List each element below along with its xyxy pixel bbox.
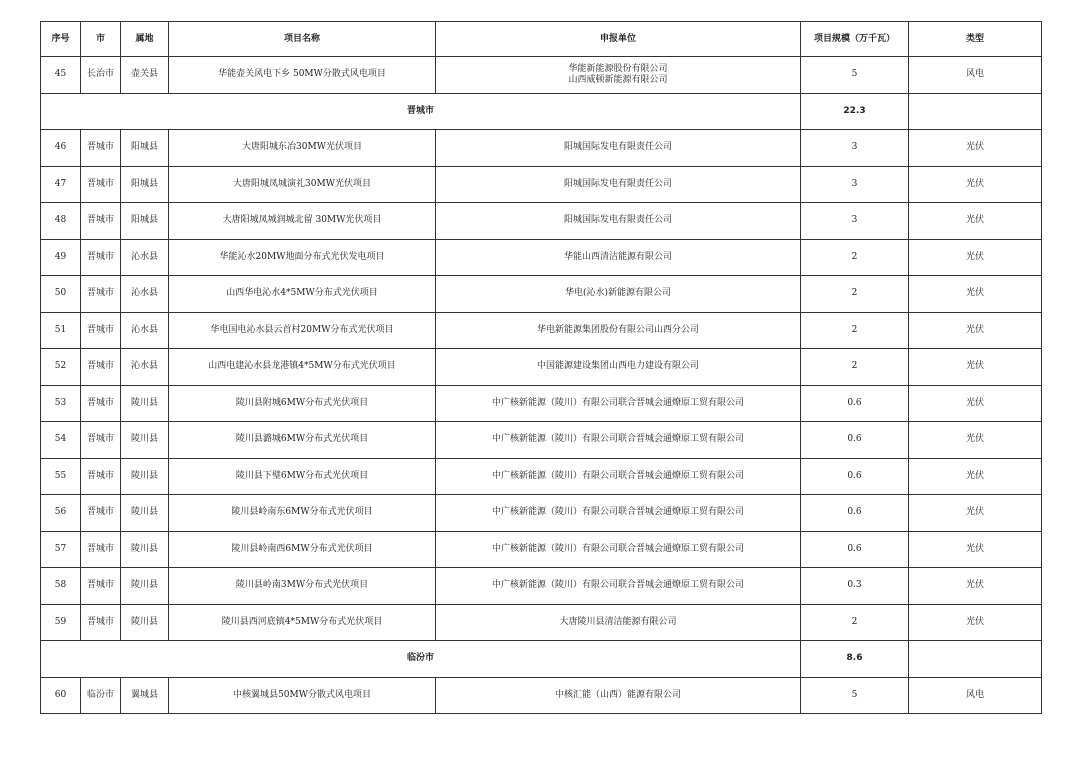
applicant-line: 中广核新能源（陵川）有限公司联合晋城会通燎原工贸有限公司 xyxy=(491,507,744,518)
applicant-line: 山西威顿新能源有限公司 xyxy=(568,74,668,85)
row-applicant xyxy=(436,166,801,203)
table-row xyxy=(41,57,1042,94)
row-scale: 3 xyxy=(801,166,909,203)
row-applicant xyxy=(436,458,801,495)
row-county: 陵川县 xyxy=(121,495,169,532)
row-project-name: 华能壶关风电下乡 50MW分散式风电项目 xyxy=(169,57,436,94)
header-row xyxy=(41,22,1042,57)
row-number: 57 xyxy=(41,531,81,568)
row-applicant xyxy=(436,239,801,276)
table-row xyxy=(41,203,1042,240)
table-row xyxy=(41,385,1042,422)
row-project-name: 陵川县潞城6MW分布式光伏项目 xyxy=(169,422,436,459)
applicant-line: 华能山西清洁能源有限公司 xyxy=(563,251,672,262)
row-applicant xyxy=(436,385,801,422)
row-city: 临汾市 xyxy=(81,677,121,714)
row-type: 光伏 xyxy=(909,495,1042,532)
row-type: 光伏 xyxy=(909,312,1042,349)
row-type: 光伏 xyxy=(909,130,1042,167)
table-row xyxy=(41,276,1042,313)
row-county: 陵川县 xyxy=(121,531,169,568)
row-county: 沁水县 xyxy=(121,239,169,276)
row-scale: 0.6 xyxy=(801,495,909,532)
row-number: 59 xyxy=(41,604,81,641)
row-scale: 2 xyxy=(801,312,909,349)
row-number: 47 xyxy=(41,166,81,203)
row-project-name: 陵川县附城6MW分布式光伏项目 xyxy=(169,385,436,422)
row-scale: 2 xyxy=(801,276,909,313)
row-type: 风电 xyxy=(909,677,1042,714)
row-scale: 0.6 xyxy=(801,385,909,422)
row-city: 晋城市 xyxy=(81,276,121,313)
row-city: 晋城市 xyxy=(81,495,121,532)
row-county: 沁水县 xyxy=(121,312,169,349)
row-county: 阳城县 xyxy=(121,130,169,167)
applicant-line: 中核汇能（山西）能源有限公司 xyxy=(554,689,681,700)
row-type: 光伏 xyxy=(909,385,1042,422)
row-applicant xyxy=(436,57,801,94)
row-city: 晋城市 xyxy=(81,203,121,240)
header-cell: 市 xyxy=(81,22,121,57)
row-scale: 2 xyxy=(801,239,909,276)
row-project-name: 中核翼城县50MW分散式风电项目 xyxy=(169,677,436,714)
applicant-line: 中广核新能源（陵川）有限公司联合晋城会通燎原工贸有限公司 xyxy=(491,434,744,445)
row-number: 52 xyxy=(41,349,81,386)
row-number: 49 xyxy=(41,239,81,276)
row-applicant xyxy=(436,312,801,349)
section-row xyxy=(41,93,1042,130)
row-type: 光伏 xyxy=(909,604,1042,641)
row-project-name: 陵川县岭南东6MW分布式光伏项目 xyxy=(169,495,436,532)
table-row xyxy=(41,677,1042,714)
row-project-name: 陵川县西河底镇4*5MW分布式光伏项目 xyxy=(169,604,436,641)
row-number: 48 xyxy=(41,203,81,240)
row-scale: 5 xyxy=(801,677,909,714)
row-number: 54 xyxy=(41,422,81,459)
row-scale: 0.6 xyxy=(801,422,909,459)
section-empty-cell xyxy=(909,93,1042,130)
row-county: 阳城县 xyxy=(121,166,169,203)
applicant-line: 阳城国际发电有限责任公司 xyxy=(563,215,672,226)
applicant-line: 阳城国际发电有限责任公司 xyxy=(563,142,672,153)
row-city: 晋城市 xyxy=(81,166,121,203)
row-county: 陵川县 xyxy=(121,422,169,459)
row-project-name: 陵川县下璧6MW分布式光伏项目 xyxy=(169,458,436,495)
row-project-name: 大唐阳城东冶30MW光伏项目 xyxy=(169,130,436,167)
row-city: 晋城市 xyxy=(81,458,121,495)
table-row xyxy=(41,458,1042,495)
row-city: 晋城市 xyxy=(81,604,121,641)
row-type: 光伏 xyxy=(909,239,1042,276)
row-type: 风电 xyxy=(909,57,1042,94)
section-row xyxy=(41,641,1042,678)
row-type: 光伏 xyxy=(909,458,1042,495)
row-county: 壶关县 xyxy=(121,57,169,94)
row-applicant xyxy=(436,276,801,313)
row-scale: 2 xyxy=(801,604,909,641)
row-number: 53 xyxy=(41,385,81,422)
row-applicant xyxy=(436,203,801,240)
row-project-name: 山西电建沁水县龙港镇4*5MW分布式光伏项目 xyxy=(169,349,436,386)
applicant-line: 阳城国际发电有限责任公司 xyxy=(563,178,672,189)
applicant-line: 中广核新能源（陵川）有限公司联合晋城会通燎原工贸有限公司 xyxy=(491,580,744,591)
applicant-line: 华能新能源股份有限公司 xyxy=(568,63,668,74)
row-project-name: 华能沁水20MW地面分布式光伏发电项目 xyxy=(169,239,436,276)
row-county: 陵川县 xyxy=(121,458,169,495)
row-applicant xyxy=(436,531,801,568)
row-scale: 3 xyxy=(801,130,909,167)
row-project-name: 山西华电沁水4*5MW分布式光伏项目 xyxy=(169,276,436,313)
row-type: 光伏 xyxy=(909,531,1042,568)
applicant-line: 中广核新能源（陵川）有限公司联合晋城会通燎原工贸有限公司 xyxy=(491,397,744,408)
table-row xyxy=(41,604,1042,641)
row-city: 晋城市 xyxy=(81,385,121,422)
header-cell: 项目名称 xyxy=(169,22,436,57)
row-type: 光伏 xyxy=(909,422,1042,459)
header-cell: 序号 xyxy=(41,22,81,57)
row-scale: 0.6 xyxy=(801,458,909,495)
table-body xyxy=(41,57,1042,714)
row-type: 光伏 xyxy=(909,166,1042,203)
row-type: 光伏 xyxy=(909,568,1042,605)
row-type: 光伏 xyxy=(909,349,1042,386)
header-cell: 项目规模（万千瓦） xyxy=(801,22,909,57)
row-applicant xyxy=(436,349,801,386)
table-row xyxy=(41,239,1042,276)
row-applicant xyxy=(436,604,801,641)
row-applicant xyxy=(436,495,801,532)
row-scale: 0.3 xyxy=(801,568,909,605)
row-scale: 2 xyxy=(801,349,909,386)
row-city: 长治市 xyxy=(81,57,121,94)
table-row xyxy=(41,495,1042,532)
table-row xyxy=(41,130,1042,167)
table-row xyxy=(41,312,1042,349)
row-project-name: 大唐阳城凤城演礼30MW光伏项目 xyxy=(169,166,436,203)
row-number: 55 xyxy=(41,458,81,495)
row-county: 阳城县 xyxy=(121,203,169,240)
section-total: 8.6 xyxy=(801,641,909,678)
row-number: 45 xyxy=(41,57,81,94)
row-number: 51 xyxy=(41,312,81,349)
row-type: 光伏 xyxy=(909,203,1042,240)
row-scale: 3 xyxy=(801,203,909,240)
row-project-name: 大唐阳城凤城润城北留 30MW光伏项目 xyxy=(169,203,436,240)
row-county: 陵川县 xyxy=(121,385,169,422)
header-cell: 类型 xyxy=(909,22,1042,57)
row-number: 60 xyxy=(41,677,81,714)
header-cell: 申报单位 xyxy=(436,22,801,57)
applicant-line: 华电(沁水)新能源有限公司 xyxy=(564,288,672,299)
row-county: 翼城县 xyxy=(121,677,169,714)
row-applicant xyxy=(436,422,801,459)
table-row xyxy=(41,422,1042,459)
row-city: 晋城市 xyxy=(81,568,121,605)
row-city: 晋城市 xyxy=(81,312,121,349)
row-type: 光伏 xyxy=(909,276,1042,313)
section-label: 晋城市 xyxy=(41,93,801,130)
applicant-line: 中国能源建设集团山西电力建设有限公司 xyxy=(536,361,699,372)
section-label: 临汾市 xyxy=(41,641,801,678)
applicant-line: 中广核新能源（陵川）有限公司联合晋城会通燎原工贸有限公司 xyxy=(491,470,744,481)
section-total: 22.3 xyxy=(801,93,909,130)
row-county: 陵川县 xyxy=(121,604,169,641)
row-city: 晋城市 xyxy=(81,239,121,276)
row-project-name: 陵川县岭南3MW分布式光伏项目 xyxy=(169,568,436,605)
table-row xyxy=(41,349,1042,386)
row-county: 陵川县 xyxy=(121,568,169,605)
row-city: 晋城市 xyxy=(81,130,121,167)
applicant-line: 华电新能源集团股份有限公司山西分公司 xyxy=(536,324,699,335)
row-number: 58 xyxy=(41,568,81,605)
row-project-name: 华电国电沁水县云首村20MW分布式光伏项目 xyxy=(169,312,436,349)
row-number: 46 xyxy=(41,130,81,167)
row-project-name: 陵川县岭南西6MW分布式光伏项目 xyxy=(169,531,436,568)
applicant-line: 中广核新能源（陵川）有限公司联合晋城会通燎原工贸有限公司 xyxy=(491,543,744,554)
project-table xyxy=(40,21,1042,714)
header-cell: 属地 xyxy=(121,22,169,57)
applicant-line: 大唐陵川县清洁能源有限公司 xyxy=(559,616,677,627)
row-city: 晋城市 xyxy=(81,422,121,459)
row-applicant xyxy=(436,130,801,167)
row-county: 沁水县 xyxy=(121,276,169,313)
row-scale: 5 xyxy=(801,57,909,94)
row-applicant xyxy=(436,677,801,714)
row-county: 沁水县 xyxy=(121,349,169,386)
row-city: 晋城市 xyxy=(81,349,121,386)
row-number: 50 xyxy=(41,276,81,313)
table-row xyxy=(41,531,1042,568)
row-city: 晋城市 xyxy=(81,531,121,568)
row-number: 56 xyxy=(41,495,81,532)
row-applicant xyxy=(436,568,801,605)
section-empty-cell xyxy=(909,641,1042,678)
table-row xyxy=(41,568,1042,605)
row-scale: 0.6 xyxy=(801,531,909,568)
table-row xyxy=(41,166,1042,203)
